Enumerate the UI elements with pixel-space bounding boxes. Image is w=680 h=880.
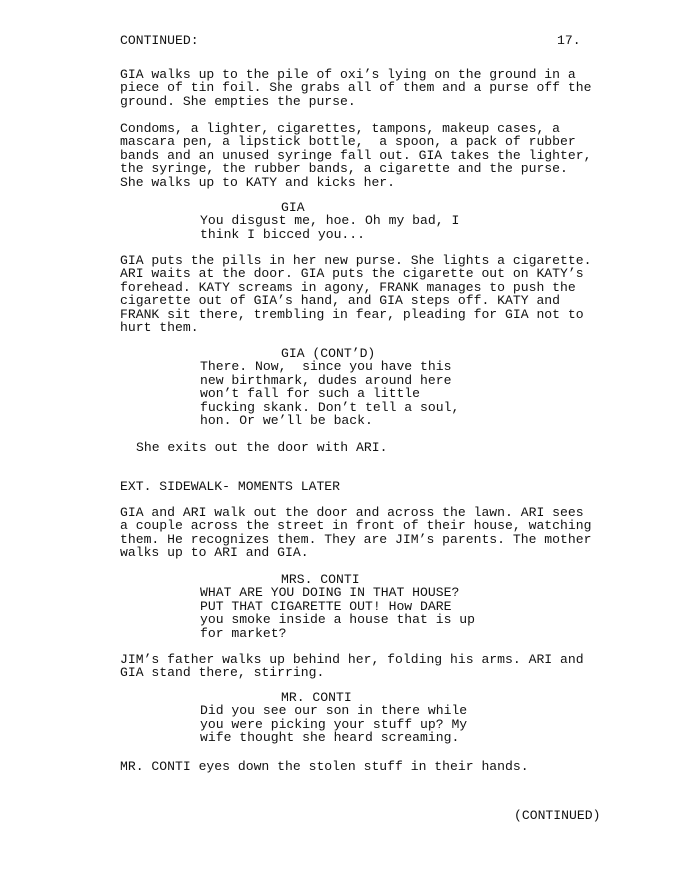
dialogue-line: you smoke inside a house that is up — [200, 612, 476, 628]
character-name: MR. CONTI — [281, 690, 352, 705]
action-line: JIM’s father walks up behind her, folding his arms. ARI and — [120, 652, 584, 667]
dialogue-line: You disgust me, hoe. Oh my bad, I — [200, 213, 460, 229]
action-line: a couple across the street in front of their house, watching — [120, 518, 592, 534]
scene-heading: EXT. SIDEWALK- MOMENTS LATER — [120, 479, 341, 494]
action-line: FRANK sit there, trembling in fear, pleading for GIA not to — [120, 306, 584, 322]
action-line: forehead. KATY screams in agony, FRANK manages to push the — [120, 279, 576, 295]
action-line: mascara pen, a lipstick bottle, a spoon, a pack of rubber — [120, 134, 576, 150]
action-line: ground. She empties the purse. — [120, 93, 356, 109]
action-line: MR. CONTI eyes down the stolen stuff in their hands. — [120, 759, 529, 774]
dialogue-line: Did you see our son in there while — [200, 703, 468, 719]
header-continued: CONTINUED: — [120, 33, 199, 48]
dialogue-line: you were picking your stuff up? My — [200, 716, 468, 732]
dialogue-line: hon. Or we’ll be back. — [200, 413, 373, 428]
dialogue-line: for market? — [200, 625, 287, 641]
action-line: ARI waits at the door. GIA puts the cigarette out on KATY’s — [120, 266, 584, 282]
action-line: hurt them. — [120, 320, 199, 335]
action-line: the syringe, the rubber bands, a cigarette and the purse. — [120, 161, 568, 177]
character-name: GIA — [281, 200, 305, 215]
action-line: walks up to ARI and GIA. — [120, 545, 309, 561]
action-line: cigarette out of GIA’s hand, and GIA steps off. KATY and — [120, 293, 561, 309]
dialogue-line: WHAT ARE YOU DOING IN THAT HOUSE? — [200, 585, 460, 601]
action-line: GIA stand there, stirring. — [120, 665, 325, 681]
action-line: GIA puts the pills in her new purse. She lights a cigarette. — [120, 253, 592, 268]
dialogue-line: There. Now, since you have this — [200, 359, 452, 375]
action-line: She exits out the door with ARI. — [136, 440, 388, 455]
action-line: Condoms, a lighter, cigarettes, tampons, makeup cases, a — [120, 121, 561, 136]
action-line: GIA walks up to the pile of oxi’s lying on the ground in a — [120, 67, 576, 82]
dialogue-line: won’t fall for such a little — [200, 386, 421, 402]
character-name: MRS. CONTI — [281, 572, 360, 587]
action-line: bands and an unused syringe fall out. GIA takes the lighter, — [120, 147, 592, 163]
action-line: GIA and ARI walk out the door and across the lawn. ARI sees — [120, 505, 584, 520]
dialogue-line: think I bicced you... — [200, 226, 366, 242]
footer-continued: (CONTINUED) — [514, 808, 601, 823]
dialogue-line: PUT THAT CIGARETTE OUT! How DARE — [200, 598, 452, 614]
dialogue-line: wife thought she heard screaming. — [200, 730, 460, 746]
character-name: GIA (CONT’D) — [281, 346, 376, 361]
dialogue-line: fucking skank. Don’t tell a soul, — [200, 399, 460, 415]
action-line: them. He recognizes them. They are JIM’s parents. The mother — [120, 531, 592, 547]
page-number: 17. — [557, 33, 581, 48]
dialogue-line: new birthmark, dudes around here — [200, 372, 452, 388]
action-line: She walks up to KATY and kicks her. — [120, 174, 396, 190]
action-line: piece of tin foil. She grabs all of them and a purse off the — [120, 80, 592, 96]
